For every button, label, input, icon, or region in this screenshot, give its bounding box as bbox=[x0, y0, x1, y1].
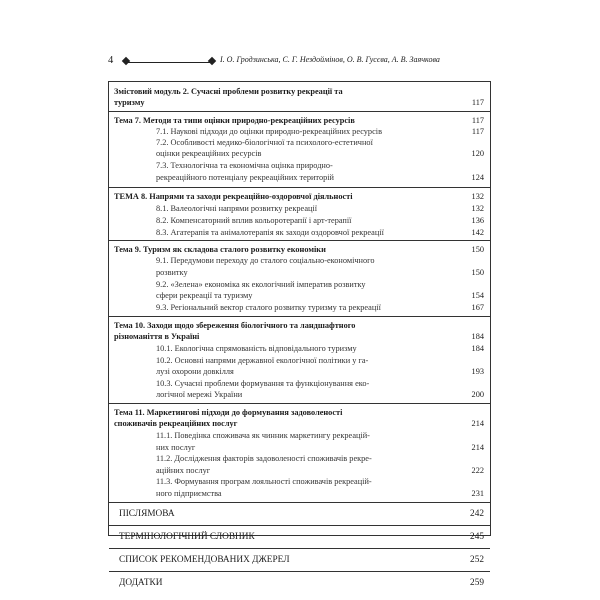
toc-section bbox=[109, 187, 490, 240]
toc-entry-title: ПІСЛЯМОВА bbox=[119, 509, 175, 519]
toc-topic-entry bbox=[109, 320, 490, 331]
toc-entry-title: 9.1. Передумови переходу до сталого соціально-економічного bbox=[156, 256, 375, 265]
toc-subentry bbox=[109, 488, 490, 499]
toc-entry-title: 8.2. Компенсаторний вплив кольоротерапії і арт-терапії bbox=[156, 216, 352, 225]
toc-section bbox=[109, 525, 490, 548]
toc-subentry bbox=[109, 172, 490, 183]
toc-subentry bbox=[109, 227, 490, 238]
toc-section bbox=[109, 316, 490, 403]
authors-line: І. О. Гродзинська, С. Г. Нездоймінов, О. В. Гусєва, А. В. Заячкова bbox=[220, 55, 440, 64]
toc-subentry bbox=[109, 279, 490, 290]
toc-entry-title: 8.1. Валеологічні напрями розвитку рекреації bbox=[156, 204, 318, 213]
toc-page-number: 245 bbox=[470, 532, 484, 542]
toc-page-number: 167 bbox=[471, 303, 484, 312]
toc-topic-entry bbox=[109, 97, 490, 108]
toc-subentry bbox=[109, 255, 490, 266]
toc-subentry bbox=[109, 148, 490, 159]
toc-page-number: 214 bbox=[471, 419, 484, 428]
toc-entry-title: ТЕМА 8. Напрями та заходи рекреаційно-оздоровчої діяльності bbox=[114, 192, 353, 201]
toc-subentry bbox=[109, 302, 490, 313]
toc-subentry bbox=[109, 126, 490, 137]
toc-entry-title: різноманіття в Україні bbox=[114, 332, 200, 341]
toc-subentry bbox=[109, 290, 490, 301]
toc-backmatter-entry bbox=[109, 532, 490, 543]
table-of-contents bbox=[108, 81, 491, 588]
toc-entry-title: 11.1. Поведінка споживача як чинник маркетингу рекреацій- bbox=[156, 431, 370, 440]
toc-page-number: 252 bbox=[470, 555, 484, 565]
toc-section bbox=[109, 502, 490, 525]
toc-page-number: 154 bbox=[471, 291, 484, 300]
toc-entry-title: аційних послуг bbox=[156, 466, 211, 475]
toc-entry-title: 9.3. Регіональний вектор сталого розвитку туризму та рекреації bbox=[156, 303, 381, 312]
toc-subentry bbox=[109, 160, 490, 171]
toc-entry-title: логічної мережі України bbox=[156, 390, 243, 399]
toc-backmatter-entry bbox=[109, 555, 490, 566]
toc-entry-title: оцінки рекреаційних ресурсів bbox=[156, 149, 262, 158]
toc-entry-title: сфери рекреації та туризму bbox=[156, 291, 253, 300]
toc-subentry bbox=[109, 430, 490, 441]
toc-entry-title: ного підприємства bbox=[156, 489, 222, 498]
toc-entry-title: 9.2. «Зелена» економіка як екологічний імператив розвитку bbox=[156, 280, 366, 289]
toc-entry-title: споживачів рекреаційних послуг bbox=[114, 419, 238, 428]
toc-subentry bbox=[109, 215, 490, 226]
toc-subentry bbox=[109, 137, 490, 148]
toc-subentry bbox=[109, 442, 490, 453]
toc-subentry bbox=[109, 267, 490, 278]
toc-page-number: 184 bbox=[471, 344, 484, 353]
toc-topic-entry bbox=[109, 418, 490, 429]
toc-subentry bbox=[109, 343, 490, 354]
toc-subentry bbox=[109, 389, 490, 400]
toc-entry-title: лузі охорони довкілля bbox=[156, 367, 234, 376]
toc-page-number: 200 bbox=[471, 390, 484, 399]
toc-entry-title: Тема 10. Заходи щодо збереження біологічного та ландшафтного bbox=[114, 321, 356, 330]
toc-page-number: 117 bbox=[471, 116, 484, 125]
diamond-ornament-icon bbox=[122, 57, 130, 65]
toc-entry-title: 7.3. Технологічна та економічна оцінка природно- bbox=[156, 161, 333, 170]
toc-backmatter-entry bbox=[109, 578, 490, 589]
toc-page-number: 242 bbox=[470, 509, 484, 519]
page-header bbox=[108, 55, 491, 69]
toc-entry-title: 7.2. Особливості медико-біологічної та психолого-естетичної bbox=[156, 138, 373, 147]
diamond-ornament-icon bbox=[208, 57, 216, 65]
toc-entry-title: 10.1. Екологічна спрямованість відповідального туризму bbox=[156, 344, 357, 353]
toc-entry-title: них послуг bbox=[156, 443, 196, 452]
toc-page-number: 259 bbox=[470, 578, 484, 588]
toc-subentry bbox=[109, 366, 490, 377]
toc-page-number: 222 bbox=[471, 466, 484, 475]
toc-section bbox=[109, 82, 490, 111]
toc-entry-title: 10.3. Сучасні проблеми формування та функціонування еко- bbox=[156, 379, 370, 388]
toc-backmatter-entry bbox=[109, 509, 490, 520]
toc-page-number: 142 bbox=[471, 228, 484, 237]
toc-entry-title: Тема 9. Туризм як складова сталого розвитку економіки bbox=[114, 245, 326, 254]
toc-topic-entry bbox=[109, 191, 490, 202]
toc-page-number: 120 bbox=[471, 149, 484, 158]
toc-topic-entry bbox=[109, 331, 490, 342]
toc-page-number: 117 bbox=[471, 127, 484, 136]
page-number: 4 bbox=[108, 55, 114, 66]
toc-page-number: 150 bbox=[471, 268, 484, 277]
toc-page-number: 124 bbox=[471, 173, 484, 182]
toc-subentry bbox=[109, 476, 490, 487]
toc-page-number: 214 bbox=[471, 443, 484, 452]
toc-page-number: 150 bbox=[471, 245, 484, 254]
toc-page-number: 184 bbox=[471, 332, 484, 341]
toc-page-number: 136 bbox=[471, 216, 484, 225]
toc-entry-title: Змістовий модуль 2. Сучасні проблеми розвитку рекреації та bbox=[114, 87, 343, 96]
toc-topic-entry bbox=[109, 86, 490, 97]
toc-subentry bbox=[109, 355, 490, 366]
toc-page-number: 231 bbox=[471, 489, 484, 498]
toc-section bbox=[109, 403, 490, 502]
toc-page-number: 117 bbox=[471, 98, 484, 107]
toc-entry-title: ДОДАТКИ bbox=[119, 578, 163, 588]
header-rule bbox=[126, 62, 212, 63]
toc-entry-title: туризму bbox=[114, 98, 145, 107]
toc-section bbox=[109, 571, 490, 595]
toc-section bbox=[109, 111, 490, 187]
toc-entry-title: ТЕРМІНОЛОГІЧНИЙ СЛОВНИК bbox=[119, 532, 255, 542]
toc-topic-entry bbox=[109, 244, 490, 255]
toc-subentry bbox=[109, 203, 490, 214]
toc-entry-title: розвитку bbox=[156, 268, 188, 277]
toc-section bbox=[109, 240, 490, 316]
toc-subentry bbox=[109, 465, 490, 476]
toc-page-number: 193 bbox=[471, 367, 484, 376]
toc-page-number: 132 bbox=[471, 192, 484, 201]
toc-entry-title: 10.2. Основні напрями державної екологічної політики у га- bbox=[156, 356, 369, 365]
toc-entry-title: рекреаційного потенціалу рекреаційних територій bbox=[156, 173, 334, 182]
toc-entry-title: СПИСОК РЕКОМЕНДОВАНИХ ДЖЕРЕЛ bbox=[119, 555, 290, 565]
toc-subentry bbox=[109, 378, 490, 389]
toc-page-number: 132 bbox=[471, 204, 484, 213]
toc-topic-entry bbox=[109, 407, 490, 418]
toc-entry-title: Тема 11. Маркетингові підходи до формування задоволеності bbox=[114, 408, 343, 417]
toc-entry-title: 11.2. Дослідження факторів задоволеності споживачів рекре- bbox=[156, 454, 372, 463]
toc-entry-title: 7.1. Наукові підходи до оцінки природно-рекреаційних ресурсів bbox=[156, 127, 382, 136]
toc-subentry bbox=[109, 453, 490, 464]
toc-entry-title: 11.3. Формування програм лояльності споживачів рекреацій- bbox=[156, 477, 372, 486]
toc-section bbox=[109, 548, 490, 571]
toc-topic-entry bbox=[109, 115, 490, 126]
toc-entry-title: 8.3. Агатерапія та анімалотерапія як заходи оздоровчої рекреації bbox=[156, 228, 384, 237]
toc-entry-title: Тема 7. Методи та типи оцінки природно-рекреаційних ресурсів bbox=[114, 116, 355, 125]
